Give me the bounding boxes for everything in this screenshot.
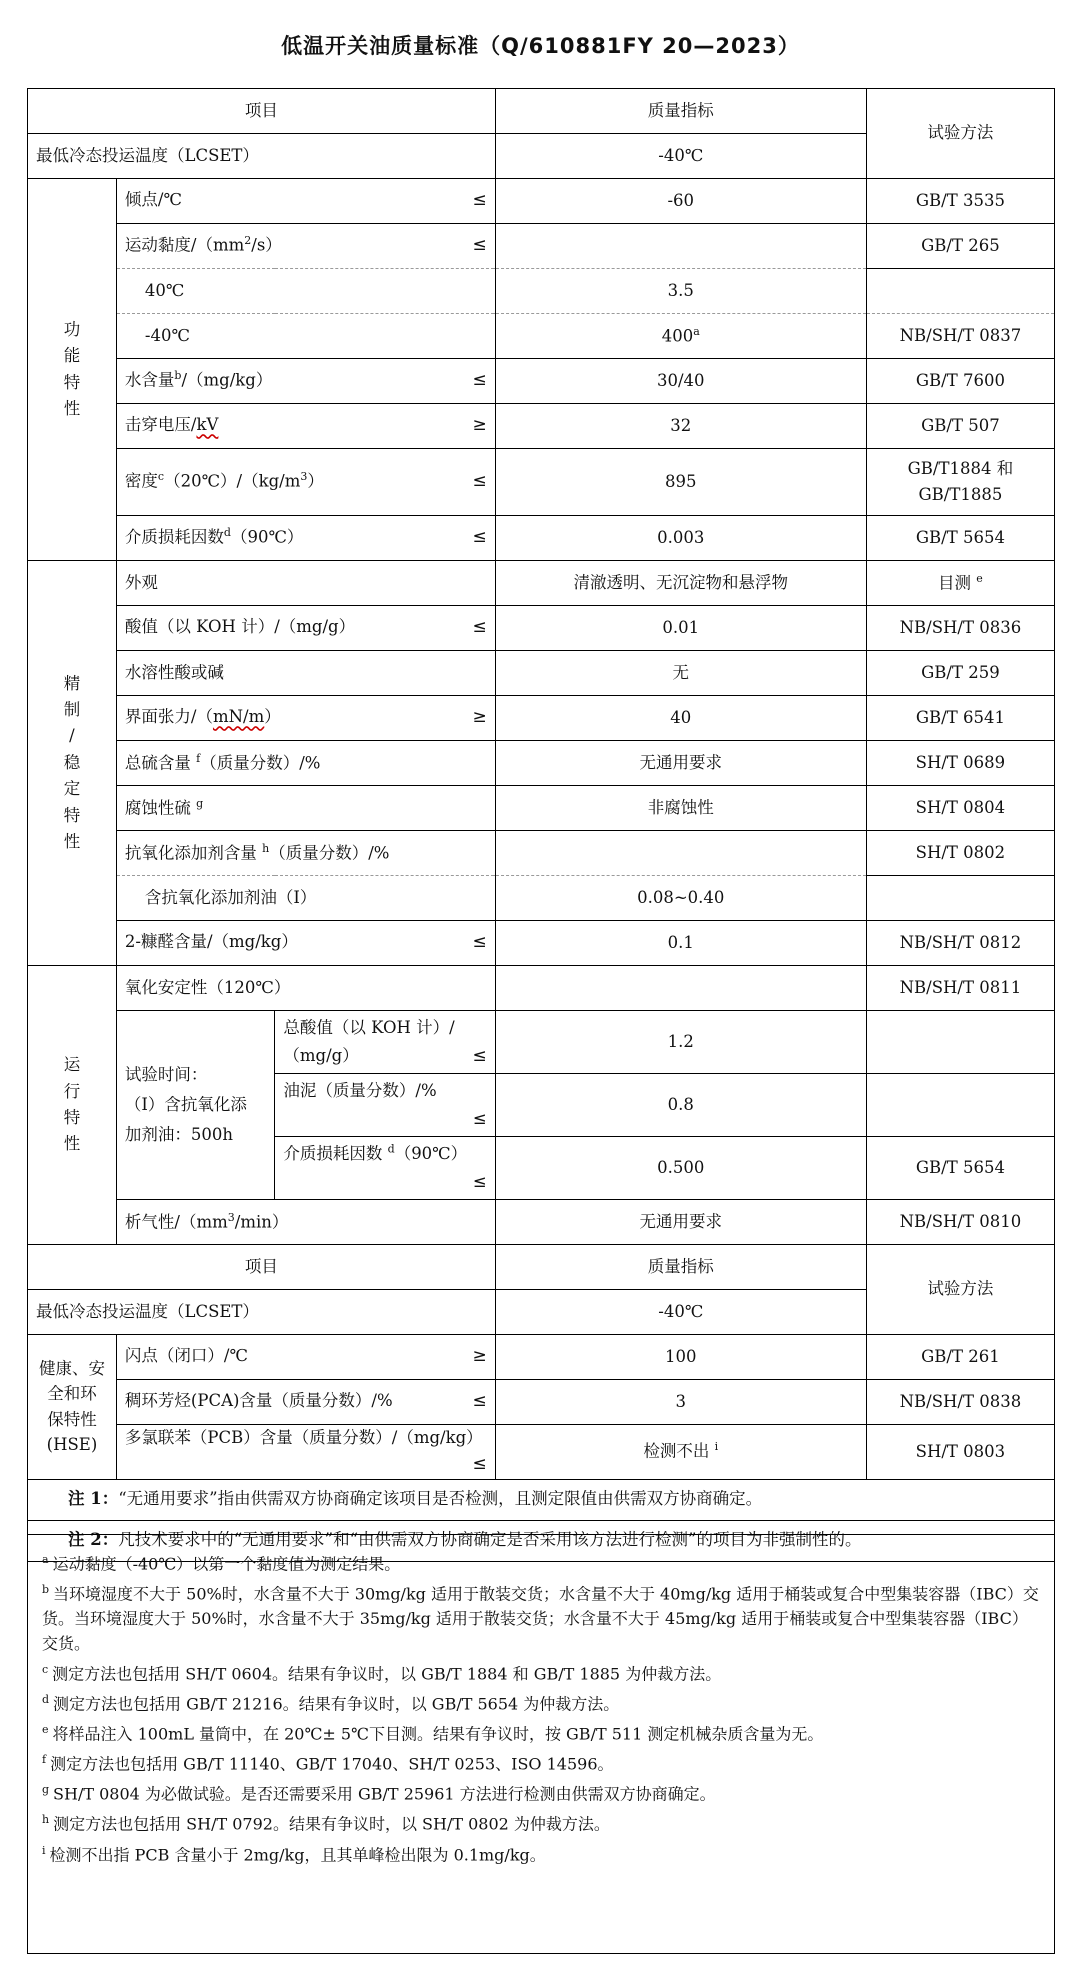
- table-cell: 最低冷态投运温度（LCSET）: [28, 1290, 496, 1335]
- table-cell: GB/T 265: [866, 224, 1054, 269]
- cell-text: 酸值（以 KOH 计）/（mg/g）: [124, 617, 356, 637]
- table-row: [28, 179, 1055, 224]
- cell-text: g: [196, 796, 204, 810]
- table-cell: GB/T 261: [866, 1335, 1054, 1380]
- header-method: 试验方法: [866, 89, 1054, 179]
- cell-text: 运动黏度/（mm: [124, 235, 245, 255]
- table-row: [28, 561, 1055, 606]
- table-cell: NB/SH/T 0838: [866, 1380, 1054, 1425]
- table-row: [28, 269, 1055, 314]
- table-cell: 氧化安定性（120℃）: [116, 966, 495, 1011]
- cell-text: 多氯联苯（PCB）含量（质量分数）/（mg/kg）: [124, 1428, 483, 1447]
- cell-text: 油泥（质量分数）/%: [283, 1080, 437, 1100]
- cell-text: 运动黏度（-40℃）以第一个黏度值为测定结果。: [52, 1554, 401, 1574]
- table-cell: [116, 179, 495, 224]
- table-row: [28, 696, 1055, 741]
- table-cell: 40℃: [116, 269, 495, 314]
- table-row: [28, 741, 1055, 786]
- table-cell: [116, 1335, 495, 1380]
- cell-text: （mg/g）: [283, 1045, 359, 1065]
- table-cell: 项目: [28, 1245, 496, 1290]
- cell-text: ≤: [472, 190, 487, 211]
- table-cell: [866, 449, 1054, 516]
- cell-text: kV: [196, 415, 219, 435]
- table-row: [28, 606, 1055, 651]
- cell-text: f: [196, 751, 201, 765]
- table-cell: [116, 741, 495, 786]
- table-cell: [275, 1137, 495, 1200]
- cell-text: 总酸值（以 KOH 计）/: [283, 1017, 455, 1037]
- table-cell: [116, 359, 495, 404]
- cell-text: mN/m: [212, 707, 265, 727]
- cell-text: i: [42, 1843, 46, 1857]
- lcset-label: 最低冷态投运温度（LCSET）: [28, 134, 496, 179]
- table-row: [28, 516, 1055, 561]
- table-cell: SH/T 0802: [866, 831, 1054, 876]
- group-functional: [28, 179, 117, 561]
- cell-text: 健康、安: [38, 1358, 105, 1378]
- cell-text: ）: [264, 707, 281, 727]
- cell-text: ≤: [472, 471, 487, 492]
- cell-text: （I）含抗氧化添: [124, 1095, 247, 1115]
- table-cell: GB/T 6541: [866, 696, 1054, 741]
- table-cell: NB/SH/T 0811: [866, 966, 1054, 1011]
- table-cell: [495, 966, 866, 1011]
- cell-text: b: [42, 1583, 50, 1597]
- table-cell: [116, 606, 495, 651]
- cell-text: ≤: [472, 932, 487, 953]
- cell-text: （90℃）: [394, 1143, 468, 1163]
- cell-text: 测定方法也包括用 SH/T 0604。结果有争议时，以 GB/T 1884 和 GB/T 1885 为仲裁方法。: [52, 1664, 722, 1684]
- cell-text: 稳: [63, 752, 81, 772]
- table-cell: [866, 876, 1054, 921]
- table-cell: GB/T 3535: [866, 179, 1054, 224]
- table-cell: 无通用要求: [495, 741, 866, 786]
- cell-text: 行: [63, 1081, 81, 1101]
- lcset-value: -40℃: [495, 134, 866, 179]
- table-cell: 无: [495, 651, 866, 696]
- cell-text: 性: [63, 1134, 81, 1154]
- header-row: [28, 1245, 1055, 1290]
- table-cell: [116, 696, 495, 741]
- cell-text: 检测不出指 PCB 含量小于 2mg/kg，且其单峰检出限为 0.1mg/kg。: [49, 1844, 546, 1864]
- cell-text: 当环境湿度不大于 50%时，水含量不大于 30mg/kg 适用于散装交货；水含量不大于 40mg/kg 适用于桶装或复合中型集装容器（IBC）交货。当环境湿度大于 50%时，水含量不大于 35mg/kg 适用于散装交货；水含量不大于 45mg/kg 适用于桶装或复合中型集装容器（IBC）交货。: [42, 1584, 1039, 1654]
- cell-text: （质量分数）/%: [200, 753, 321, 773]
- cell-text: 特: [63, 1108, 81, 1127]
- table-cell: [866, 561, 1054, 606]
- cell-text: 检测不出: [643, 1441, 710, 1461]
- table-row: [28, 921, 1055, 966]
- cell-text: 测定方法也包括用 GB/T 21216。结果有争议时，以 GB/T 5654 为仲裁方法。: [53, 1694, 620, 1714]
- cell-text: 测定方法也包括用 GB/T 11140、GB/T 17040、SH/T 0253、ISO 14596。: [50, 1754, 614, 1774]
- table-cell: [28, 1479, 1055, 1520]
- table-cell: [116, 516, 495, 561]
- table-cell: -40℃: [116, 314, 495, 359]
- cell-text: h: [42, 1813, 50, 1827]
- cell-text: e: [976, 571, 983, 585]
- table-cell: 清澈透明、无沉淀物和悬浮物: [495, 561, 866, 606]
- cell-text: ≤: [472, 527, 487, 548]
- cell-text: h: [262, 841, 270, 855]
- table-cell: SH/T 0689: [866, 741, 1054, 786]
- table-cell: [116, 1200, 495, 1245]
- table-cell: [866, 1074, 1054, 1137]
- table-cell: [116, 786, 495, 831]
- cell-text: 抗氧化添加剂含量: [124, 843, 257, 863]
- cell-text: /: [69, 726, 75, 746]
- table-cell: NB/SH/T 0812: [866, 921, 1054, 966]
- table-row: [28, 1425, 1055, 1480]
- table-cell: [495, 224, 866, 269]
- table-cell: 100: [495, 1335, 866, 1380]
- cell-text: g: [42, 1783, 50, 1797]
- cell-text: (HSE): [46, 1435, 98, 1455]
- footnote-b: [42, 1581, 1040, 1657]
- table-cell: 0.08~0.40: [495, 876, 866, 921]
- footnotes: [27, 1534, 1055, 1954]
- header-row: [28, 89, 1055, 134]
- cell-text: 注 2：: [68, 1530, 119, 1550]
- table-cell: 3.5: [495, 269, 866, 314]
- table-row: [28, 1200, 1055, 1245]
- cell-text: 注 1：: [68, 1489, 119, 1509]
- note-row: [28, 1479, 1055, 1520]
- cell-text: 界面张力/（: [124, 707, 213, 727]
- table-cell: [275, 1011, 495, 1074]
- table-cell: [116, 1425, 495, 1480]
- cell-text: ≤: [472, 1172, 487, 1191]
- cell-text: 定: [63, 779, 81, 799]
- cell-text: f: [42, 1753, 47, 1767]
- table-row: [28, 1380, 1055, 1425]
- cell-text: ≤: [472, 1391, 487, 1412]
- cell-text: c: [42, 1662, 49, 1676]
- cell-text: /min）: [234, 1212, 289, 1232]
- cell-text: 加剂油：500h: [124, 1124, 234, 1144]
- table-cell: [495, 1425, 866, 1480]
- footnote-e: [42, 1721, 1040, 1747]
- footnote-c: [42, 1661, 1040, 1687]
- cell-text: 击穿电压/: [124, 415, 197, 435]
- table-cell: [116, 1380, 495, 1425]
- cell-text: 析气性/（mm: [124, 1212, 228, 1232]
- table-cell: SH/T 0804: [866, 786, 1054, 831]
- cell-text: GB/T1884 和: [907, 458, 1014, 478]
- table-cell: 非腐蚀性: [495, 786, 866, 831]
- cell-text: 介质损耗因数: [283, 1143, 383, 1163]
- cell-text: （质量分数）/%: [269, 843, 390, 863]
- cell-text: d: [387, 1142, 395, 1156]
- cell-text: 2-糠醛含量/（mg/kg）: [124, 932, 298, 952]
- cell-text: 能: [63, 346, 81, 366]
- cell-text: 闪点（闭口）/℃: [124, 1346, 248, 1366]
- cell-text: 性: [63, 831, 81, 851]
- table-cell: 质量指标: [495, 1245, 866, 1290]
- table-row: [28, 1335, 1055, 1380]
- cell-text: 特: [63, 805, 81, 825]
- cell-text: ）: [307, 471, 324, 491]
- table-row: [28, 449, 1055, 516]
- table-cell: [116, 921, 495, 966]
- table-cell: 水溶性酸或碱: [116, 651, 495, 696]
- header-quality: 质量指标: [495, 89, 866, 134]
- group-hse: [28, 1335, 117, 1480]
- footnote-i: [42, 1842, 1040, 1868]
- table-cell: [116, 831, 495, 876]
- table-cell: 0.01: [495, 606, 866, 651]
- cell-text: ≥: [472, 1346, 487, 1367]
- table-cell: 0.500: [495, 1137, 866, 1200]
- footnote-d: [42, 1691, 1040, 1717]
- table-row: [28, 359, 1055, 404]
- cell-text: ≤: [472, 1454, 487, 1475]
- cell-text: ≤: [472, 617, 487, 638]
- cell-text: SH/T 0804 为必做试验。是否还需要采用 GB/T 25961 方法进行检测由供需双方协商确定。: [53, 1784, 716, 1804]
- footnote-h: [42, 1811, 1040, 1837]
- quality-standard-table: [27, 88, 1055, 1562]
- cell-text: 总硫含量: [124, 753, 191, 773]
- table-cell: [116, 224, 495, 269]
- table-cell: 0.8: [495, 1074, 866, 1137]
- cell-text: ≥: [472, 415, 487, 436]
- table-cell: 外观: [116, 561, 495, 606]
- cell-text: “无通用要求”指由供需双方协商确定该项目是否检测，且测定限值由供需双方协商确定。: [118, 1489, 763, 1509]
- cell-text: 保特性: [47, 1409, 97, 1429]
- table-row: [28, 224, 1055, 269]
- table-cell: GB/T 259: [866, 651, 1054, 696]
- cell-text: 3: [300, 470, 308, 484]
- table-cell: -60: [495, 179, 866, 224]
- table-cell: SH/T 0803: [866, 1425, 1054, 1480]
- cell-text: 功: [63, 319, 81, 339]
- footnote-a: [42, 1551, 1040, 1577]
- cell-text: 全和环: [47, 1384, 97, 1404]
- cell-text: 倾点/℃: [124, 190, 182, 210]
- table-row: [28, 876, 1055, 921]
- cell-text: 运: [63, 1055, 81, 1075]
- header-item: 项目: [28, 89, 496, 134]
- cell-text: 试验时间：: [124, 1065, 208, 1085]
- cell-text: 400: [661, 326, 694, 346]
- table-cell: 32: [495, 404, 866, 449]
- cell-text: 腐蚀性硫: [124, 798, 191, 818]
- table-cell: [866, 1011, 1054, 1074]
- table-row: [28, 404, 1055, 449]
- cell-text: 制: [63, 700, 81, 720]
- table-row: [28, 966, 1055, 1011]
- cell-text: b: [174, 369, 182, 383]
- table-cell: 含抗氧化添加剂油（I）: [116, 876, 495, 921]
- cell-text: 性: [63, 398, 81, 418]
- cell-text: d: [42, 1692, 50, 1706]
- cell-text: a: [693, 324, 700, 338]
- table-cell: [116, 449, 495, 516]
- table-cell: NB/SH/T 0837: [866, 314, 1054, 359]
- table-cell: [495, 314, 866, 359]
- cell-text: i: [714, 1440, 719, 1454]
- page-title: 低温开关油质量标准（Q/610881FY 20—2023）: [281, 34, 800, 58]
- cell-text: 稠环芳烃(PCA)含量（质量分数）/%: [124, 1391, 393, 1411]
- table-cell: NB/SH/T 0836: [866, 606, 1054, 651]
- table-cell: GB/T 7600: [866, 359, 1054, 404]
- cell-text: a: [42, 1553, 49, 1566]
- table-row: [28, 1011, 1055, 1074]
- table-row: [28, 831, 1055, 876]
- cell-text: 3: [227, 1210, 235, 1224]
- cell-text: （90℃）: [230, 527, 304, 547]
- table-cell: 试验方法: [866, 1245, 1054, 1335]
- cell-text: 将样品注入 100mL 量筒中，在 20℃± 5℃下目测。结果有争议时，按 GB/T 511 测定机械杂质含量为无。: [52, 1724, 824, 1744]
- cell-text: GB/T1885: [918, 485, 1003, 504]
- table-cell: GB/T 5654: [866, 1137, 1054, 1200]
- table-cell: NB/SH/T 0810: [866, 1200, 1054, 1245]
- cell-text: 介质损耗因数: [124, 527, 224, 547]
- table-cell: 0.1: [495, 921, 866, 966]
- group-operation: [28, 966, 117, 1245]
- table-cell: 895: [495, 449, 866, 516]
- cell-text: ≤: [472, 1045, 487, 1066]
- cell-text: 凡技术要求中的“无通用要求”和“由供需双方协商确定是否采用该方法进行检测”的项目为非强制性的。: [118, 1530, 862, 1550]
- footnote-g: [42, 1781, 1040, 1807]
- table-cell: 30/40: [495, 359, 866, 404]
- cell-text: ≤: [472, 235, 487, 256]
- table-cell: [116, 1011, 274, 1200]
- cell-text: 精: [63, 673, 81, 693]
- cell-text: （20℃）/（kg/m: [164, 471, 301, 491]
- cell-text: 测定方法也包括用 SH/T 0792。结果有争议时，以 SH/T 0802 为仲裁方法。: [53, 1814, 610, 1834]
- group-refined: [28, 561, 117, 966]
- cell-text: 水含量: [124, 370, 175, 390]
- footnote-f: [42, 1751, 1040, 1777]
- cell-text: e: [42, 1723, 49, 1737]
- table-cell: [495, 831, 866, 876]
- table-row: [28, 651, 1055, 696]
- table-cell: 1.2: [495, 1011, 866, 1074]
- table-cell: GB/T 507: [866, 404, 1054, 449]
- table-cell: 40: [495, 696, 866, 741]
- cell-text: 2: [244, 234, 252, 248]
- cell-text: /s）: [251, 235, 282, 255]
- cell-text: 目测: [938, 573, 972, 593]
- table-cell: [116, 404, 495, 449]
- table-row: [28, 314, 1055, 359]
- cell-text: ≤: [472, 370, 487, 391]
- table-cell: [275, 1074, 495, 1137]
- cell-text: 密度: [124, 471, 158, 491]
- cell-text: /（mg/kg）: [181, 370, 273, 390]
- cell-text: d: [223, 526, 231, 540]
- cell-text: 特: [63, 372, 81, 392]
- cell-text: c: [157, 470, 165, 484]
- table-cell: 无通用要求: [495, 1200, 866, 1245]
- table-cell: 3: [495, 1380, 866, 1425]
- cell-text: ≤: [472, 1109, 487, 1128]
- table-cell: -40℃: [495, 1290, 866, 1335]
- table-row: [28, 786, 1055, 831]
- cell-text: ≥: [472, 707, 487, 728]
- table-cell: [866, 269, 1054, 314]
- table-cell: 0.003: [495, 516, 866, 561]
- table-cell: GB/T 5654: [866, 516, 1054, 561]
